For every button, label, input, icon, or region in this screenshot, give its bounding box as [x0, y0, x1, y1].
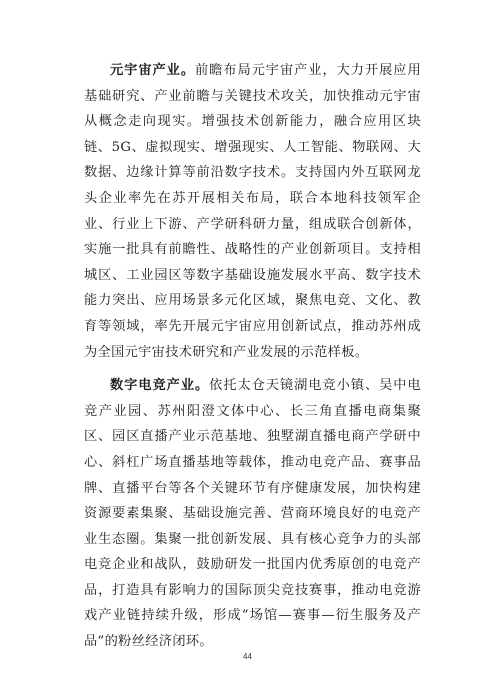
paragraph-digital-esports-industry [84, 373, 421, 655]
paragraph-body: 依托太仓天镜湖电竞小镇、吴中电竞产业园、苏州阳澄文体中心、长三角直播电商集聚区、园区直播产业示范基地、独墅湖直播电商产学研中心、斜杠广场直播基地等载体，推动电竞产品、赛事品牌、直播平台等各个关键环节有序健康发展，加快构建资源要素集聚、基础设施完善、营商环境良好的电竞产业生态圈。集聚一批创新发展、具有核心竞争力的头部电竞企业和战队，鼓励研发一批国内优秀原创的电竞产品，打造具有影响力的国际顶尖竞技赛事，推动电竞游戏产业链持续升级，形成“场馆—赛事—衍生服务及产品”的粉丝经济闭环。 [84, 378, 421, 650]
page-number: 44 [243, 652, 252, 661]
paragraph-heading: 元宇宙产业。 [110, 63, 195, 78]
paragraph-heading: 数字电竞产业。 [110, 378, 210, 394]
paragraph-metaverse-industry [84, 58, 421, 365]
paragraph-body: 前瞻布局元宇宙产业，大力开展应用基础研究、产业前瞻与关键技术攻关，加快推动元宇宙从概念走向现实。增强技术创新能力，融合应用区块链、5G、虚拟现实、增强现实、人工智能、物联网、大数据、边缘计算等前沿数字技术。支持国内外互联网龙头企业率先在苏开展相关布局，联合本地科技领军企业、行业上下游、产学研科研力量，组成联合创新体，实施一批具有前瞻性、战略性的产业创新项目。支持相城区、工业园区等数字基础设施发展水平高、数字技术能力突出、应用场景多元化区域，聚焦电竞、文化、教育等领域，率先开展元宇宙应用创新试点，推动苏州成为全国元宇宙技术研究和产业发展的示范样板。 [84, 63, 421, 360]
